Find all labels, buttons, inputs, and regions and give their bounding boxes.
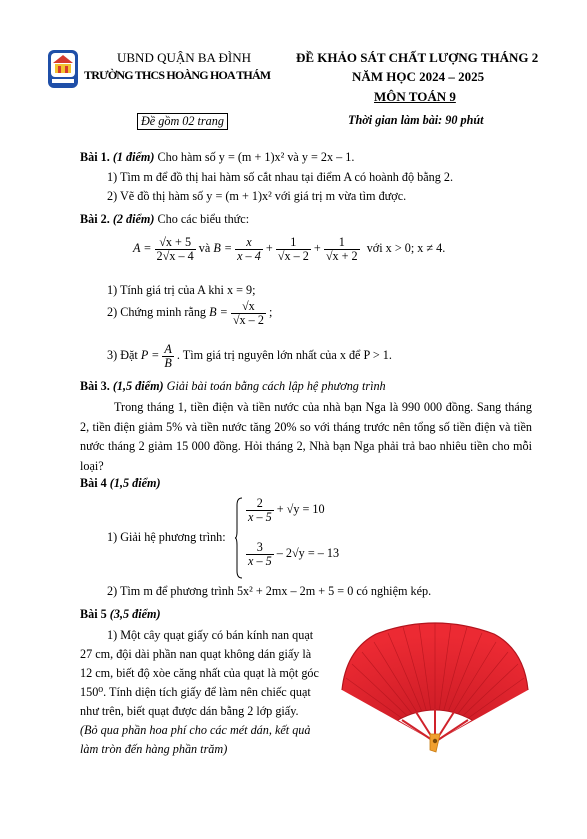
school-logo (47, 49, 79, 89)
bai2-q2-lhs: B = (209, 305, 228, 320)
bai4-eq2-den: x – 5 (248, 553, 272, 568)
expr-and: và (198, 241, 211, 256)
bai1-label: Bài 1. (80, 150, 110, 164)
expr-b-term1-den: x – 4 (237, 248, 261, 263)
bai5-line-1: 1) Một cây quạt giấy có bán kính nan quạt (107, 628, 314, 642)
time-note: Thời gian làm bài: 90 phút (348, 113, 484, 127)
bai2-q2-end: ; (268, 305, 273, 320)
school-year: NĂM HỌC 2024 – 2025 (352, 69, 485, 84)
bai3-points: (1,5 điểm) (112, 379, 164, 393)
subject-title: MÔN TOÁN 9 (374, 89, 456, 104)
bai4-eq2-fraction (246, 541, 274, 568)
expr-a-numerator: √x + 5 (155, 236, 196, 250)
expr-b-term3-den: √x + 2 (325, 248, 358, 263)
bai4-eq2 (246, 541, 339, 568)
expr-b-term3 (324, 236, 360, 263)
bai2-points: (2 điểm) (112, 212, 155, 226)
bai2-heading (80, 212, 249, 227)
expr-b-term2-num: 1 (276, 236, 311, 250)
exam-title: ĐỀ KHẢO SÁT CHẤT LƯỢNG THÁNG 2 (296, 50, 539, 65)
bai3-label: Bài 3. (80, 379, 110, 393)
bai2-q2-text: 2) Chứng minh rằng (107, 305, 207, 320)
bai1-heading (80, 150, 354, 165)
bai4-eq1 (246, 497, 325, 524)
bai4-eq1-fraction (246, 497, 274, 524)
bai4-eq1-rest: + √y = 10 (276, 502, 325, 517)
bai2-intro: Cho các biểu thức: (157, 212, 250, 226)
bai4-points: (1,5 điểm) (109, 476, 161, 490)
expr-b-label: B = (213, 241, 233, 256)
expr-a-label: A = (133, 241, 152, 256)
expr-b-term1-num: x (235, 236, 263, 250)
bai3-body: Trong tháng 1, tiền điện và tiền nước của nhà bạn Nga là 990 000 đồng. Sang tháng 2, tiền điện giảm 5% và tiền nước tăng 20% so với tháng trước nên tổng số tiền điện và tiền nước tháng 2 giảm 15 000 đồng. Hỏi tháng 2, Nhà bạn Nga phải trả bao nhiêu tiền cho mỗi loại? (80, 400, 532, 473)
bai2-q3 (107, 343, 392, 370)
expr-b-term2-den: √x – 2 (277, 248, 309, 263)
bai4-eq1-den: x – 5 (248, 509, 272, 524)
bai1-q1: 1) Tìm m để đồ thị hai hàm số cắt nhau tại điểm A có hoành độ bằng 2. (107, 170, 454, 184)
bai2-q2-fraction (231, 300, 266, 327)
bai5-note-1: (Bỏ qua phần hoa phí cho các mét dán, kết quả (80, 723, 311, 737)
bai5-line-4: 150⁰. Tính diện tích giấy để làm nên chiếc quạt (80, 685, 311, 699)
bai5-line-3: 12 cm, biết độ xòe căng nhất của quạt là một góc (80, 666, 319, 680)
bai4-eq1-num: 2 (246, 497, 274, 511)
bai5-heading (80, 607, 161, 622)
bai5-note-2: làm tròn đến hàng phần trăm) (80, 742, 228, 756)
bai2-q2 (107, 300, 272, 327)
district-name: UBND QUẬN BA ĐÌNH (117, 50, 251, 65)
bai2-label: Bài 2. (80, 212, 110, 226)
system-brace (235, 497, 243, 579)
bai4-heading (80, 476, 161, 491)
expr-a-denominator: 2√x – 4 (156, 248, 194, 263)
expr-condition: với x > 0; x ≠ 4. (366, 241, 446, 256)
bai1-intro: Cho hàm số y = (m + 1)x² và y = 2x – 1. (157, 150, 355, 164)
expr-b-term1 (235, 236, 263, 263)
expr-b-term3-num: 1 (324, 236, 360, 250)
bai2-q3-post: . Tìm giá trị nguyên lớn nhất của x để P > 1. (176, 348, 392, 363)
expr-b-term2 (276, 236, 311, 263)
bai5-points: (3,5 điểm) (109, 607, 161, 621)
bai3-title: Giải bài toán bằng cách lập hệ phương trình (166, 379, 386, 393)
bai5-line-2: 27 cm, đội dài phần nan quạt không dán giấy là (80, 647, 312, 661)
bai2-q3-pre: 3) Đặt (107, 348, 138, 363)
bai2-expressions: A = $\frac{√x + 5}{2√x - 4}$ và B = $\frac{x}{x - 4}$ + $\frac{1}{√x - 2}$ + $\frac{1}{√x + 2}$ với x > 0; x ≠ 4. (133, 235, 446, 263)
bai4-q1-text: 1) Giải hệ phương trình: (107, 530, 226, 544)
bai2-q3-den: B (164, 355, 172, 370)
bai2-q1: 1) Tính giá trị của A khi x = 9; (107, 283, 256, 297)
bai2-q2-den: √x – 2 (232, 312, 264, 327)
paper-fan-image (336, 620, 534, 755)
bai4-eq2-num: 3 (246, 541, 274, 555)
bai5-line-5: như trên, biết quạt được dán bằng 2 lớp giấy. (80, 704, 299, 718)
bai5-label: Bài 5 (80, 607, 107, 621)
bai2-q3-fraction (162, 343, 173, 370)
bai4-q2: 2) Tìm m để phương trình 5x² + 2mx – 2m + 5 = 0 có nghiệm kép. (107, 584, 432, 598)
bai4-label: Bài 4 (80, 476, 107, 490)
bai2-q3-num: A (164, 342, 172, 356)
bai3-heading (80, 379, 386, 394)
bai1-points: (1 điểm) (112, 150, 155, 164)
expr-a-fraction (155, 236, 196, 263)
bai1-q2: 2) Vẽ đồ thị hàm số y = (m + 1)x² với giá trị m vừa tìm được. (107, 189, 407, 203)
pages-note: Đề gồm 02 trang (137, 113, 228, 130)
school-name: TRƯỜNG THCS HOÀNG HOA THÁM (84, 68, 271, 82)
bai4-eq2-rest: – 2√y = – 13 (276, 546, 340, 561)
bai2-q3-p: P = (140, 348, 160, 363)
bai2-q2-num: √x (231, 300, 266, 314)
